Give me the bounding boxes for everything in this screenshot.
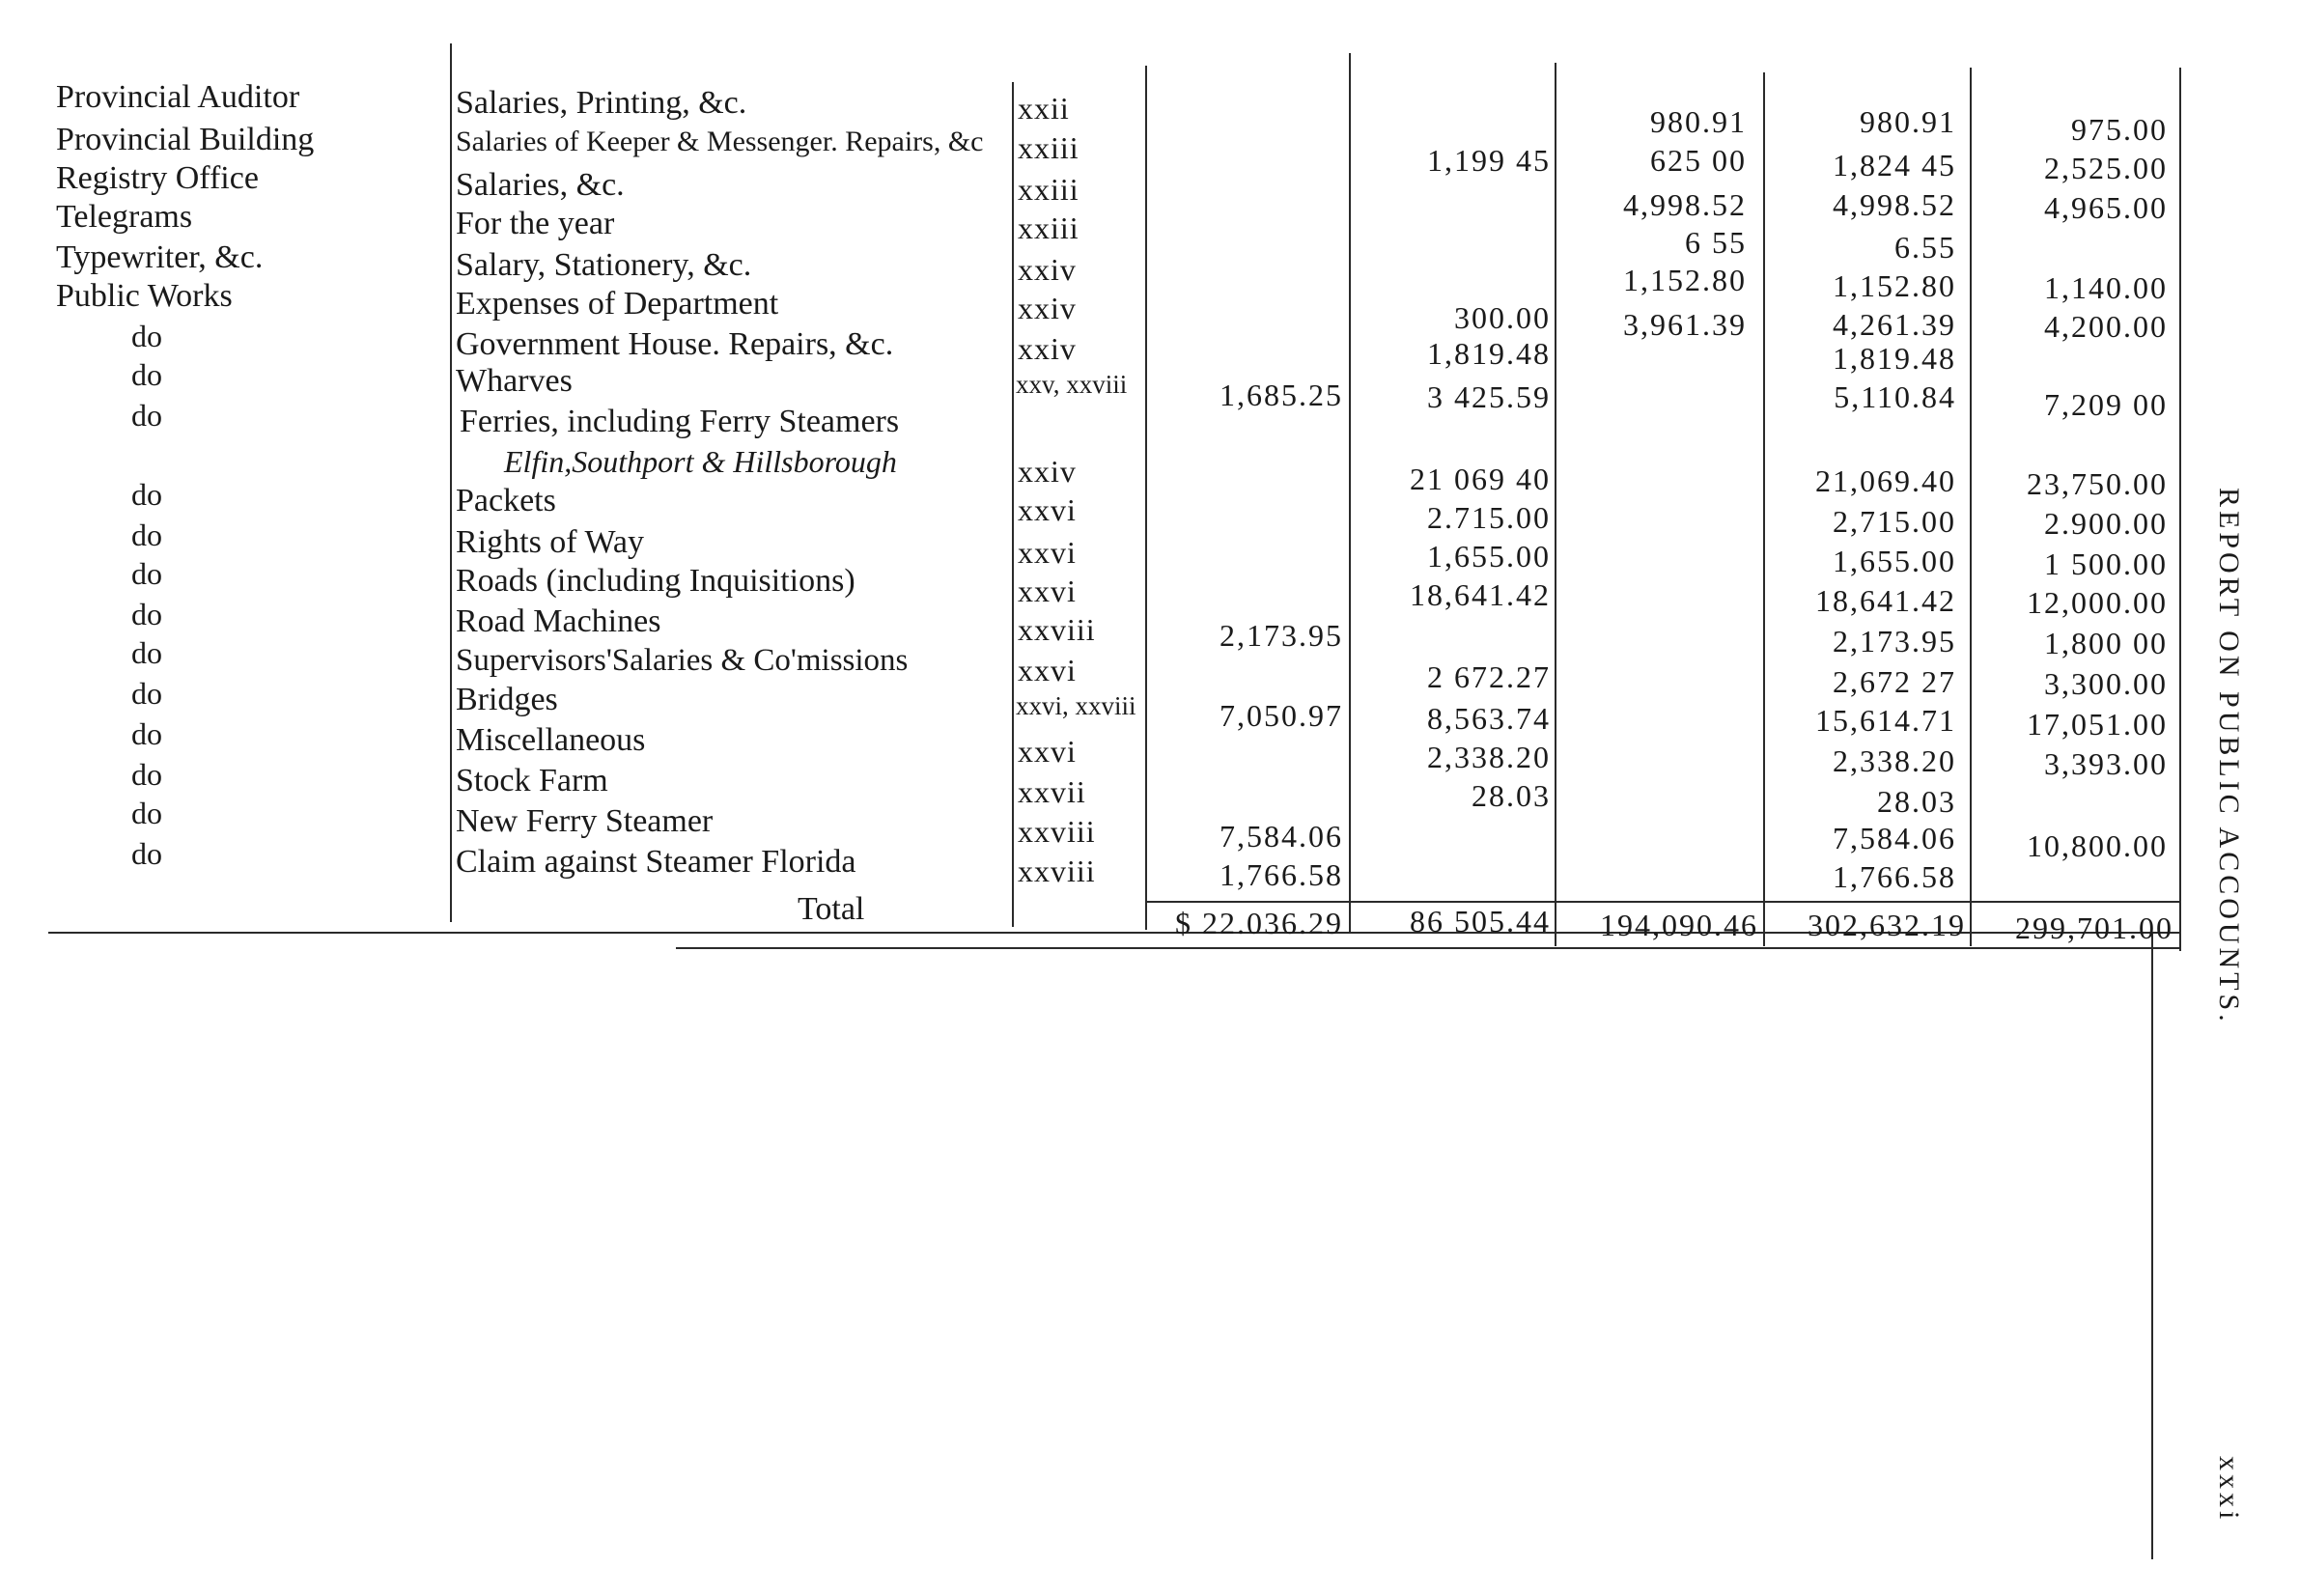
amount-col3: 3,961.39 (1623, 307, 1747, 342)
amount-col4: 18,641.42 (1815, 583, 1956, 618)
rule-col4-col5 (1970, 68, 1972, 946)
dept-label: do (131, 757, 162, 792)
amount-col4: 2,173.95 (1833, 624, 1956, 658)
ref-label: xxiv (1018, 331, 1077, 366)
amount-col4: 1,655.00 (1833, 544, 1956, 578)
dept-label: do (131, 597, 162, 631)
amount-col4: 7,584.06 (1833, 821, 1956, 855)
amount-col4: 2,672 27 (1833, 664, 1956, 699)
amount-col2: 18,641.42 (1410, 577, 1551, 612)
amount-col5: 975.00 (2071, 112, 2168, 147)
amount-col2: 1,199 45 (1427, 143, 1551, 178)
amount-col5: 1,800 00 (2044, 626, 2168, 660)
amount-col4: 28.03 (1877, 784, 1956, 819)
amount-col2: 3 425.59 (1427, 379, 1551, 414)
dept-label: do (131, 635, 162, 670)
service-label: Packets (456, 483, 556, 518)
amount-col3: 980.91 (1650, 104, 1747, 139)
service-label: Stock Farm (456, 763, 608, 798)
amount-col5: 3,393.00 (2044, 746, 2168, 781)
dept-label: do (131, 716, 162, 751)
amount-col1: 7,050.97 (1220, 698, 1343, 733)
rule-col2-col3 (1555, 63, 1556, 946)
amount-col2: 2,338.20 (1427, 740, 1551, 774)
dept-label: Provincial Building (56, 122, 315, 157)
ref-label: xxiii (1018, 210, 1079, 245)
amount-col5: 1 500.00 (2044, 546, 2168, 581)
ref-label: xxii (1018, 91, 1070, 126)
amount-col5: 2.900.00 (2044, 506, 2168, 541)
amount-col2: 300.00 (1454, 300, 1551, 335)
amount-col2: 1,655.00 (1427, 539, 1551, 574)
dept-label: do (131, 319, 162, 353)
rule-below-total-2 (676, 947, 2179, 949)
amount-col5: 2,525.00 (2044, 151, 2168, 185)
service-label: Expenses of Department (456, 286, 779, 322)
amount-col2: 2.715.00 (1427, 500, 1551, 535)
ref-label: xxviii (1018, 814, 1096, 849)
service-label: New Ferry Steamer (456, 803, 714, 839)
amount-col5: 17,051.00 (2027, 707, 2168, 742)
rule-col3-col4 (1763, 72, 1765, 946)
service-label: Salaries of Keeper & Messenger. Repairs, &c (456, 126, 984, 157)
amount-col4: 1,152.80 (1833, 268, 1956, 303)
ref-label: xxvi (1018, 734, 1077, 769)
amount-col5: 3,300.00 (2044, 666, 2168, 701)
service-label: Salaries, &c. (456, 167, 625, 203)
amount-col4: 1,766.58 (1833, 859, 1956, 894)
dept-label: do (131, 398, 162, 433)
dept-label: do (131, 357, 162, 392)
amount-col5: 12,000.00 (2027, 585, 2168, 620)
running-head: REPORT ON PUBLIC ACCOUNTS. (2213, 488, 2245, 1025)
amount-col5: 7,209 00 (2044, 387, 2168, 422)
ref-label: xxiv (1018, 291, 1077, 325)
total-col1: $ 22.036.29 (1175, 906, 1343, 940)
amount-col3: 1,152.80 (1623, 263, 1747, 297)
dept-label: Registry Office (56, 160, 259, 196)
service-label: Government House. Repairs, &c. (456, 326, 894, 362)
rule-dept-service (450, 43, 452, 922)
dept-label: do (131, 676, 162, 711)
amount-col5: 10,800.00 (2027, 828, 2168, 863)
dept-label: Typewriter, &c. (56, 239, 264, 275)
ref-label: xxvi (1018, 492, 1077, 527)
amount-col5: 1,140.00 (2044, 270, 2168, 305)
rule-above-total (1145, 901, 2179, 903)
ref-label: xxvi (1018, 574, 1077, 608)
ref-label: xxvii (1018, 774, 1086, 809)
amount-col2: 2 672.27 (1427, 659, 1551, 694)
amount-col4: 1,824 45 (1833, 148, 1956, 182)
amount-col4: 2,338.20 (1833, 743, 1956, 778)
total-col2: 86 505.44 (1410, 904, 1551, 938)
amount-col5: 23,750.00 (2027, 466, 2168, 501)
page-number: xxxi (2213, 1456, 2245, 1524)
amount-col4: 5,110.84 (1834, 379, 1956, 414)
service-label: Miscellaneous (456, 722, 646, 758)
service-label: Wharves (456, 363, 573, 399)
service-label: Supervisors'Salaries & Co'missions (456, 643, 909, 678)
service-label: Bridges (456, 682, 558, 717)
amount-col4: 4,998.52 (1833, 187, 1956, 222)
dept-label: Provincial Auditor (56, 79, 300, 115)
rule-col1-col2 (1349, 53, 1351, 932)
service-label: Claim against Steamer Florida (456, 844, 856, 880)
amount-col4: 1,819.48 (1833, 341, 1956, 376)
ref-label: xxiv (1018, 454, 1077, 489)
amount-col1: 7,584.06 (1220, 819, 1343, 854)
amount-col2: 8,563.74 (1427, 701, 1551, 736)
amount-col2: 21 069 40 (1410, 462, 1551, 496)
amount-col4: 21,069.40 (1815, 463, 1956, 498)
amount-col4: 6.55 (1894, 230, 1956, 265)
rule-page-right (2151, 932, 2153, 1559)
dept-label: do (131, 836, 162, 871)
total-col3: 194,090.46 (1600, 908, 1758, 942)
dept-label: do (131, 518, 162, 552)
amount-col3: 4,998.52 (1623, 187, 1747, 222)
service-label-continued: Elfin,Southport & Hillsborough (504, 444, 897, 479)
amount-col4: 15,614.71 (1815, 703, 1956, 738)
ref-label: xxvi (1018, 535, 1077, 570)
service-label: For the year (456, 206, 615, 241)
service-label: Rights of Way (456, 524, 644, 560)
rule-ref-col1 (1145, 66, 1147, 930)
amount-col1: 2,173.95 (1220, 618, 1343, 653)
dept-label: do (131, 556, 162, 591)
rule-col5-right (2179, 68, 2181, 951)
amount-col5: 4,965.00 (2044, 190, 2168, 225)
amount-col2: 1,819.48 (1427, 336, 1551, 371)
total-label: Total (798, 891, 865, 927)
ref-label: xxiii (1018, 172, 1079, 207)
service-label: Roads (including Inquisitions) (456, 563, 855, 599)
amount-col4: 980.91 (1860, 104, 1956, 139)
amount-col5: 4,200.00 (2044, 309, 2168, 344)
dept-label: Telegrams (56, 199, 193, 235)
ref-label: xxvi (1018, 653, 1077, 687)
dept-label: Public Works (56, 278, 233, 314)
total-col5: 299,701.00 (2015, 910, 2173, 945)
dept-label: do (131, 477, 162, 512)
amount-col1: 1,766.58 (1220, 857, 1343, 892)
total-col4: 302,632.19 (1808, 908, 1966, 942)
ref-label: xxvi, xxviii (1016, 691, 1136, 720)
rule-service-ref (1012, 82, 1014, 927)
service-label: Salary, Stationery, &c. (456, 247, 752, 283)
ref-label: xxv, xxviii (1016, 370, 1128, 399)
ref-label: xxviii (1018, 612, 1096, 647)
amount-col1: 1,685.25 (1220, 378, 1343, 412)
service-label: Ferries, including Ferry Steamers (460, 404, 900, 439)
amount-col4: 4,261.39 (1833, 307, 1956, 342)
amount-col2: 28.03 (1472, 778, 1551, 813)
amount-col4: 2,715.00 (1833, 504, 1956, 539)
service-label: Road Machines (456, 603, 661, 639)
ref-label: xxiii (1018, 130, 1079, 165)
amount-col3: 6 55 (1685, 225, 1747, 260)
ref-label: xxviii (1018, 854, 1096, 888)
ref-label: xxiv (1018, 252, 1077, 287)
amount-col3: 625 00 (1650, 143, 1747, 178)
service-label: Salaries, Printing, &c. (456, 85, 747, 121)
dept-label: do (131, 796, 162, 830)
